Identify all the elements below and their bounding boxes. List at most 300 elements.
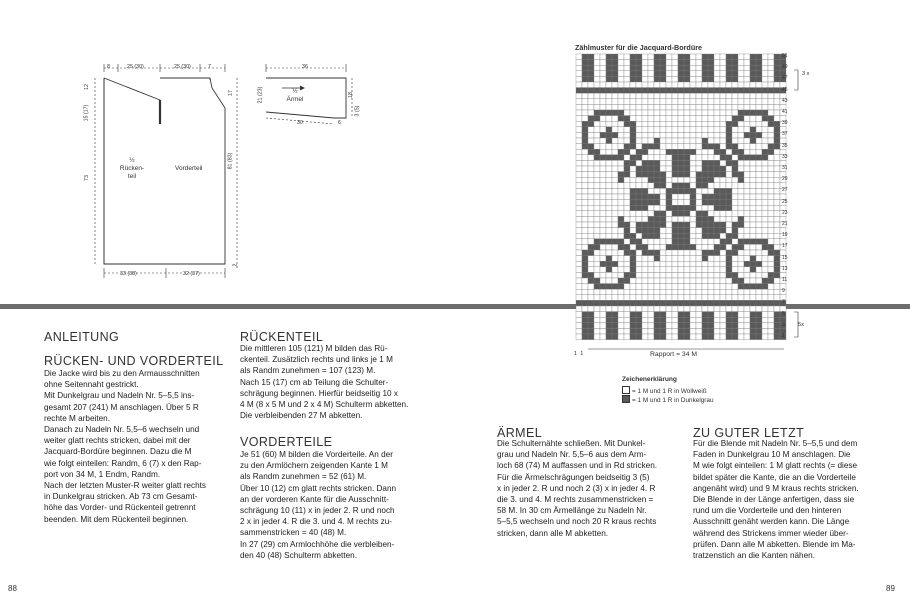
chart-cell xyxy=(648,233,654,239)
chart-cell xyxy=(612,261,618,267)
chart-cell xyxy=(744,116,750,122)
chart-cell xyxy=(720,323,726,329)
chart-cell xyxy=(618,104,624,110)
chart-cell xyxy=(756,328,762,334)
chart-cell xyxy=(648,289,654,295)
chart-cell xyxy=(690,138,696,144)
chart-cell xyxy=(666,54,672,60)
chart-cell xyxy=(696,127,702,133)
chart-cell xyxy=(600,110,606,116)
chart-cell xyxy=(648,138,654,144)
chart-cell xyxy=(720,127,726,133)
chart-cell xyxy=(588,127,594,133)
chart-cell xyxy=(750,222,756,228)
chart-cell xyxy=(588,216,594,222)
chart-cell xyxy=(726,233,732,239)
chart-cell xyxy=(654,110,660,116)
chart-cell xyxy=(612,82,618,88)
chart-cell xyxy=(630,267,636,273)
chart-cell xyxy=(726,272,732,278)
chart-cell xyxy=(618,216,624,222)
chart-cell xyxy=(594,250,600,256)
chart-cell xyxy=(690,60,696,66)
chart-cell xyxy=(576,60,582,66)
chart-cell xyxy=(642,233,648,239)
chart-cell xyxy=(690,216,696,222)
chart-cell xyxy=(612,177,618,183)
chart-cell xyxy=(666,222,672,228)
chart-cell xyxy=(600,312,606,318)
chart-cell xyxy=(624,82,630,88)
chart-cell xyxy=(582,323,588,329)
chart-cell xyxy=(600,188,606,194)
chart-cell xyxy=(612,93,618,99)
chart-cell xyxy=(576,256,582,262)
chart-cell xyxy=(678,93,684,99)
chart-cell xyxy=(708,144,714,150)
chart-cell xyxy=(660,261,666,267)
chart-cell xyxy=(612,306,618,312)
chart-cell xyxy=(762,300,768,306)
chart-cell xyxy=(660,267,666,273)
chart-cell xyxy=(582,188,588,194)
chart-cell xyxy=(678,144,684,150)
chart-cell xyxy=(732,194,738,200)
chart-cell xyxy=(750,261,756,267)
chart-cell xyxy=(624,110,630,116)
chart-cell xyxy=(582,110,588,116)
chart-cell xyxy=(684,116,690,122)
chart-cell xyxy=(690,200,696,206)
chart-cell xyxy=(606,93,612,99)
chart-cell xyxy=(690,132,696,138)
chart-cell xyxy=(714,261,720,267)
chart-cell xyxy=(726,110,732,116)
chart-cell xyxy=(600,194,606,200)
chart-cell xyxy=(684,205,690,211)
chart-cell xyxy=(750,116,756,122)
chart-cell xyxy=(732,99,738,105)
chart-cell xyxy=(666,65,672,71)
chart-cell xyxy=(744,65,750,71)
chart-cell xyxy=(744,60,750,66)
chart-cell xyxy=(678,284,684,290)
chart-cell xyxy=(630,233,636,239)
chart-cell xyxy=(672,284,678,290)
chart-cell xyxy=(636,60,642,66)
chart-cell xyxy=(654,54,660,60)
chart-cell xyxy=(684,144,690,150)
chart-cell xyxy=(756,261,762,267)
chart-cell xyxy=(642,116,648,122)
chart-cell xyxy=(594,121,600,127)
page-number-left: 88 xyxy=(8,584,17,593)
chart-row-label: 25 xyxy=(782,198,788,205)
chart-cell xyxy=(636,116,642,122)
chart-cell xyxy=(642,88,648,94)
chart-bracket-lines xyxy=(786,54,816,354)
chart-cell xyxy=(756,88,762,94)
chart-cell xyxy=(702,222,708,228)
chart-cell xyxy=(672,267,678,273)
chart-cell xyxy=(732,233,738,239)
chart-cell xyxy=(654,121,660,127)
chart-cell xyxy=(720,160,726,166)
chart-cell xyxy=(720,65,726,71)
chart-cell xyxy=(630,99,636,105)
chart-cell xyxy=(606,88,612,94)
chart-cell xyxy=(648,93,654,99)
chart-cell xyxy=(642,244,648,250)
chart-cell xyxy=(738,132,744,138)
chart-cell xyxy=(696,65,702,71)
chart-cell xyxy=(702,256,708,262)
chart-cell xyxy=(630,256,636,262)
chart-cell xyxy=(582,261,588,267)
chart-cell xyxy=(702,60,708,66)
chart-cell xyxy=(750,177,756,183)
chart-cell xyxy=(696,160,702,166)
chart-cell xyxy=(684,82,690,88)
chart-cell xyxy=(756,177,762,183)
chart-cell xyxy=(618,65,624,71)
chart-cell xyxy=(714,306,720,312)
chart-cell xyxy=(612,65,618,71)
chart-cell xyxy=(600,278,606,284)
chart-cell xyxy=(600,228,606,234)
chart-cell xyxy=(648,149,654,155)
chart-cell xyxy=(744,216,750,222)
chart-cell xyxy=(702,149,708,155)
chart-cell xyxy=(666,138,672,144)
chart-cell xyxy=(714,328,720,334)
chart-cell xyxy=(612,132,618,138)
chart-cell xyxy=(666,149,672,155)
chart-cell xyxy=(744,121,750,127)
chart-cell xyxy=(738,233,744,239)
chart-cell xyxy=(594,138,600,144)
chart-cell xyxy=(696,188,702,194)
chart-cell xyxy=(708,104,714,110)
chart-cell xyxy=(666,272,672,278)
chart-cell xyxy=(594,155,600,161)
chart-cell xyxy=(666,284,672,290)
chart-cell xyxy=(708,328,714,334)
chart-cell xyxy=(714,132,720,138)
chart-cell xyxy=(666,239,672,245)
chart-cell xyxy=(672,233,678,239)
chart-cell xyxy=(576,323,582,329)
chart-cell xyxy=(576,144,582,150)
chart-cell xyxy=(768,88,774,94)
chart-cell xyxy=(708,222,714,228)
chart-cell xyxy=(582,60,588,66)
chart-cell xyxy=(696,116,702,122)
legend-text-dark: = 1 M und 1 R in Dunkelgrau xyxy=(632,397,714,404)
chart-cell xyxy=(690,65,696,71)
chart-cell xyxy=(624,172,630,178)
chart-cell xyxy=(630,127,636,133)
chart-cell xyxy=(666,166,672,172)
chart-cell xyxy=(654,317,660,323)
chart-cell xyxy=(618,323,624,329)
chart-cell xyxy=(618,76,624,82)
chart-cell xyxy=(606,200,612,206)
schem-right-dim-1: 17 xyxy=(227,90,234,96)
chart-cell xyxy=(678,233,684,239)
chart-cell xyxy=(582,116,588,122)
chart-cell xyxy=(612,194,618,200)
chart-cell xyxy=(630,278,636,284)
chart-cell xyxy=(588,239,594,245)
chart-cell xyxy=(750,54,756,60)
chart-cell xyxy=(732,172,738,178)
chart-cell xyxy=(618,144,624,150)
chart-cell xyxy=(672,328,678,334)
chart-cell xyxy=(720,256,726,262)
chart-cell xyxy=(744,261,750,267)
chart-cell xyxy=(744,295,750,301)
chart-cell xyxy=(594,306,600,312)
chart-cell xyxy=(732,76,738,82)
chart-cell xyxy=(744,300,750,306)
chart-cell xyxy=(612,104,618,110)
chart-cell xyxy=(750,76,756,82)
chart-cell xyxy=(588,88,594,94)
chart-cell xyxy=(594,82,600,88)
chart-cell xyxy=(654,76,660,82)
chart-cell xyxy=(738,284,744,290)
chart-cell xyxy=(702,205,708,211)
chart-cell xyxy=(594,205,600,211)
chart-cell xyxy=(630,183,636,189)
chart-cell xyxy=(654,272,660,278)
chart-cell xyxy=(744,183,750,189)
chart-cell xyxy=(666,317,672,323)
chart-cell xyxy=(750,250,756,256)
chart-cell xyxy=(762,65,768,71)
chart-cell xyxy=(672,149,678,155)
chart-cell xyxy=(738,183,744,189)
chart-cell xyxy=(678,278,684,284)
chart-cell xyxy=(648,256,654,262)
chart-cell xyxy=(690,306,696,312)
chart-cell xyxy=(720,328,726,334)
chart-cell xyxy=(744,160,750,166)
chart-cell xyxy=(684,110,690,116)
chart-cell xyxy=(690,160,696,166)
chart-cell xyxy=(654,200,660,206)
chart-cell xyxy=(660,284,666,290)
chart-cell xyxy=(660,132,666,138)
chart-cell xyxy=(618,82,624,88)
chart-cell xyxy=(582,65,588,71)
chart-cell xyxy=(708,160,714,166)
chart-row-label: 5 xyxy=(782,310,785,317)
chart-row-label: 31 xyxy=(782,165,788,171)
chart-cell xyxy=(636,160,642,166)
chart-cell xyxy=(696,272,702,278)
chart-cell xyxy=(612,200,618,206)
chart-cell xyxy=(624,60,630,66)
chart-cell xyxy=(660,205,666,211)
chart-cell xyxy=(714,144,720,150)
chart-cell xyxy=(582,127,588,133)
chart-cell xyxy=(612,88,618,94)
chart-cell xyxy=(726,250,732,256)
chart-cell xyxy=(642,295,648,301)
chart-cell xyxy=(594,278,600,284)
chart-cell xyxy=(660,233,666,239)
chart-cell xyxy=(636,155,642,161)
chart-cell xyxy=(582,149,588,155)
chart-cell xyxy=(678,328,684,334)
chart-cell xyxy=(744,110,750,116)
chart-cell xyxy=(744,334,750,340)
chart-cell xyxy=(636,300,642,306)
chart-cell xyxy=(600,155,606,161)
chart-cell xyxy=(624,194,630,200)
chart-cell xyxy=(636,295,642,301)
chart-cell xyxy=(678,88,684,94)
chart-cell xyxy=(582,216,588,222)
chart-cell xyxy=(756,317,762,323)
chart-cell xyxy=(624,65,630,71)
chart-cell xyxy=(684,250,690,256)
chart-cell xyxy=(714,127,720,133)
chart-cell xyxy=(750,82,756,88)
chart-cell xyxy=(756,334,762,340)
chart-cell xyxy=(702,116,708,122)
rapport-line xyxy=(576,346,786,354)
chart-cell xyxy=(606,256,612,262)
chart-cell xyxy=(624,211,630,217)
chart-cell xyxy=(588,295,594,301)
chart-cell xyxy=(654,211,660,217)
chart-cell xyxy=(744,317,750,323)
chart-cell xyxy=(666,194,672,200)
chart-cell xyxy=(654,228,660,234)
chart-cell xyxy=(744,284,750,290)
chart-cell xyxy=(738,93,744,99)
chart-cell xyxy=(600,267,606,273)
chart-cell xyxy=(618,250,624,256)
chart-cell xyxy=(750,88,756,94)
chart-cell xyxy=(612,116,618,122)
chart-cell xyxy=(714,183,720,189)
chart-cell xyxy=(624,166,630,172)
chart-cell xyxy=(666,71,672,77)
chart-cell xyxy=(714,194,720,200)
chart-cell xyxy=(660,306,666,312)
chart-cell xyxy=(606,172,612,178)
chart-cell xyxy=(666,144,672,150)
chart-row-label: 9 xyxy=(782,288,785,295)
chart-cell xyxy=(678,239,684,245)
chart-cell xyxy=(732,334,738,340)
chart-cell xyxy=(684,200,690,206)
chart-cell xyxy=(618,183,624,189)
chart-cell xyxy=(636,71,642,77)
chart-cell xyxy=(726,104,732,110)
chart-cell xyxy=(648,261,654,267)
chart-cell xyxy=(744,272,750,278)
chart-cell xyxy=(600,328,606,334)
chart-cell xyxy=(582,132,588,138)
schem-left-dim-2: 15 (17) xyxy=(83,104,90,122)
chart-cell xyxy=(744,132,750,138)
chart-cell xyxy=(612,289,618,295)
chart-cell xyxy=(660,278,666,284)
chart-cell xyxy=(600,116,606,122)
chart-cell xyxy=(714,82,720,88)
chart-cell xyxy=(630,323,636,329)
chart-cell xyxy=(666,172,672,178)
chart-cell xyxy=(726,222,732,228)
chart-cell xyxy=(684,60,690,66)
chart-cell xyxy=(720,211,726,217)
chart-cell xyxy=(600,295,606,301)
chart-cell xyxy=(630,71,636,77)
chart-cell xyxy=(696,76,702,82)
chart-cell xyxy=(714,244,720,250)
chart-cell xyxy=(672,216,678,222)
chart-cell xyxy=(714,65,720,71)
chart-cell xyxy=(702,127,708,133)
chart-cell xyxy=(702,144,708,150)
chart-cell xyxy=(708,334,714,340)
chart-cell xyxy=(666,116,672,122)
chart-cell xyxy=(702,121,708,127)
chart-cell xyxy=(600,200,606,206)
chart-cell xyxy=(594,289,600,295)
chart-cell xyxy=(684,334,690,340)
chart-cell xyxy=(672,144,678,150)
chart-cell xyxy=(636,250,642,256)
chart-cell xyxy=(576,155,582,161)
chart-cell xyxy=(678,300,684,306)
chart-cell xyxy=(624,284,630,290)
chart-cell xyxy=(696,82,702,88)
chart-cell xyxy=(678,312,684,318)
chart-cell xyxy=(654,278,660,284)
chart-cell xyxy=(600,272,606,278)
chart-cell xyxy=(756,216,762,222)
chart-cell xyxy=(726,323,732,329)
chart-cell xyxy=(726,132,732,138)
chart-cell xyxy=(672,172,678,178)
chart-cell xyxy=(648,155,654,161)
chart-cell xyxy=(738,76,744,82)
chart-cell xyxy=(594,211,600,217)
chart-cell xyxy=(576,166,582,172)
legend-title: Zeichenerklärung xyxy=(622,376,677,383)
chart-cell xyxy=(630,116,636,122)
chart-cell xyxy=(600,54,606,60)
chart-cell xyxy=(588,306,594,312)
chart-cell xyxy=(636,228,642,234)
chart-cell xyxy=(726,138,732,144)
chart-cell xyxy=(696,155,702,161)
chart-cell xyxy=(606,272,612,278)
chart-cell xyxy=(762,323,768,329)
chart-cell xyxy=(744,200,750,206)
chart-cell xyxy=(648,317,654,323)
chart-cell xyxy=(678,317,684,323)
chart-row-label: 43 xyxy=(782,97,788,104)
chart-cell xyxy=(576,88,582,94)
chart-cell xyxy=(654,116,660,122)
